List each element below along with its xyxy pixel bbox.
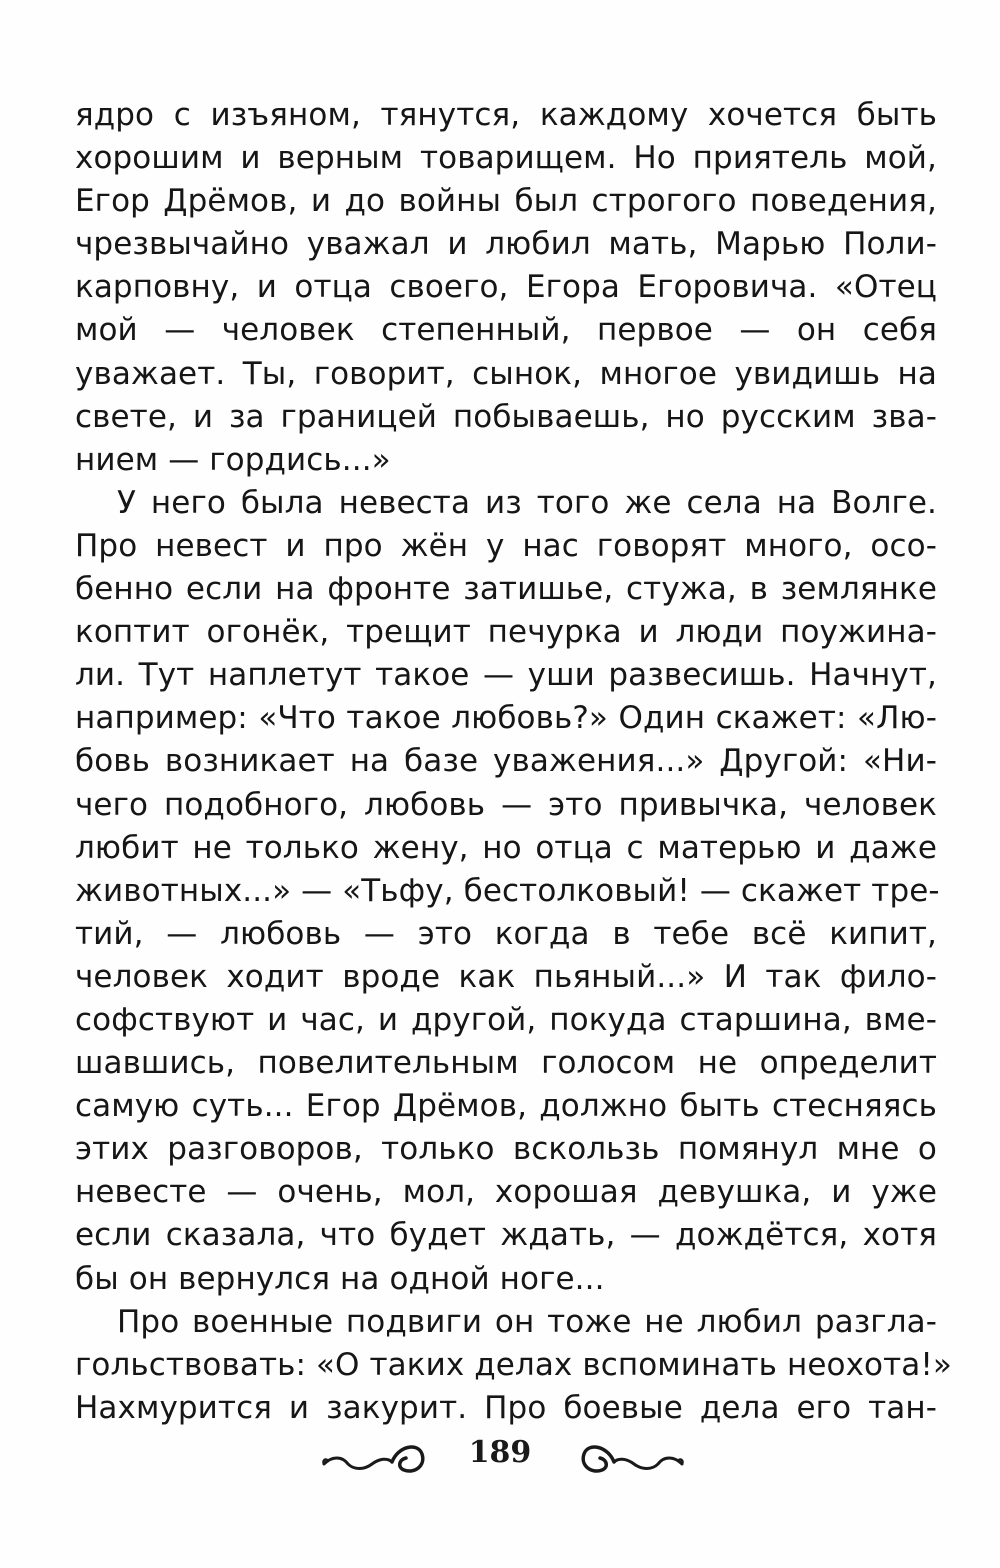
text-line: Егор Дрёмов, и до войны был строгого поведения, <box>75 183 937 220</box>
text-body <box>75 94 952 1430</box>
text-line: шавшись, повелительным голосом не определит <box>75 1045 937 1082</box>
text-line: Про невест и про жён у нас говорят много, осо- <box>75 527 937 564</box>
paragraph-start-line: У него была невеста из того же села на Волге. <box>117 484 937 521</box>
text-line: бовь возникает на базе уважения...» Другой: «Ни- <box>75 743 937 780</box>
text-line: невесте — очень, мол, хорошая девушка, и уже <box>75 1174 937 1211</box>
text-line: ли. Тут наплетут такое — уши развесишь. Начнут, <box>75 657 937 694</box>
text-line: свете, и за границей побываешь, но русским зва- <box>75 398 937 435</box>
page-number: 189 <box>468 1435 532 1470</box>
text-line: чрезвычайно уважал и любил мать, Марью Поли- <box>75 226 937 263</box>
text-line: уважает. Ты, говорит, сынок, многое увидишь на <box>75 355 937 392</box>
text-line: например: «Что такое любовь?» Один скажет: «Лю- <box>75 700 937 737</box>
text-line: этих разговоров, только вскользь помянул мне о <box>75 1131 937 1168</box>
text-line: тий, — любовь — это когда в тебе всё кипит, <box>75 915 937 952</box>
text-line: гольствовать: «О таких делах вспоминать неохота!» <box>75 1346 952 1383</box>
text-line: коптит огонёк, трещит печурка и люди поужина- <box>75 614 937 651</box>
text-line: Нахмурится и закурит. Про боевые дела его тан- <box>75 1389 937 1426</box>
text-line: бы он вернулся на одной ноге... <box>75 1260 605 1297</box>
text-line: хорошим и верным товарищем. Но приятель мой, <box>75 140 937 177</box>
text-line: животных...» — «Тьфу, бестолковый! — скажет тре- <box>75 872 940 909</box>
text-line: нием — гордись...» <box>75 441 391 478</box>
text-line: карповну, и отца своего, Егора Егоровича. «Отец <box>75 269 937 306</box>
text-line: человек ходит вроде как пьяный...» И так фило- <box>75 958 937 995</box>
page-footer <box>0 1420 1000 1490</box>
text-line: любит не только жену, но отца с матерью и даже <box>75 829 937 866</box>
swirl-ornament-icon <box>318 1428 428 1478</box>
text-line: если сказала, что будет ждать, — дождётся, хотя <box>75 1217 937 1254</box>
text-line: ядро с изъяном, тянутся, каждому хочется быть <box>75 97 937 133</box>
text-line: чего подобного, любовь — это привычка, человек <box>75 786 937 823</box>
text-line: софствуют и час, и другой, покуда старшина, вме- <box>75 1001 937 1038</box>
text-line: бенно если на фронте затишье, стужа, в землянке <box>75 571 937 608</box>
paragraph-start-line: Про военные подвиги он тоже не любил разгла- <box>117 1303 937 1340</box>
text-line: мой — человек степенный, первое — он себя <box>75 312 937 349</box>
swirl-ornament-icon <box>578 1428 688 1478</box>
text-line: самую суть... Егор Дрёмов, должно быть стесняясь <box>75 1088 937 1125</box>
